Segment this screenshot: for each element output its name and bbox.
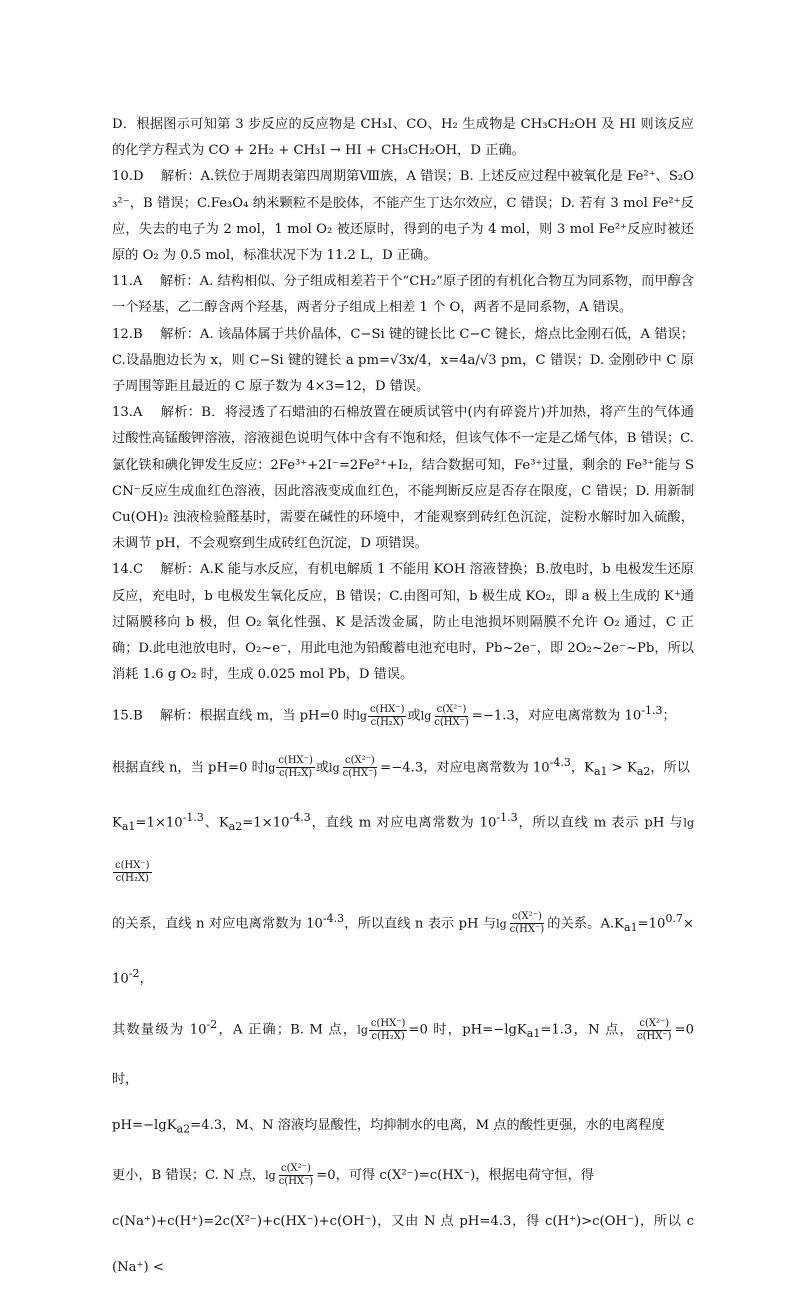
text: =1.3，N 点， <box>540 1022 634 1038</box>
lg-label: lg <box>356 709 367 723</box>
paragraph-11: 11.A 解析：A. 结构相似、分子组成相差若干个“CH₂”原子团的有机化合物互为同系物，而甲醇含一个羟基，乙二醇含两个羟基，两者分子组成上相差 1 个 O，两者不是同系物，A 错误。 <box>112 274 694 316</box>
fraction <box>635 1018 674 1043</box>
numerator: c(HX⁻) <box>370 1017 406 1029</box>
paragraph-13: 13.A 解析：B．将浸透了石蜡油的石棉放置在硬质试管中(内有碎瓷片)并加热，将产生的气体通过酸性高锰酸钾溶液，溶液褪色说明气体中含有不饱和烃，但该气体不一定是乙烯气体，B 错误；C.氯化铁和碘化钾发生反应：2Fe³⁺+2I⁻=2Fe²⁺+I₂，结合数据可知，Fe³⁺过量，剩余的 Fe³⁺能与 SCN⁻反应生成血红色溶液，因此溶液变成血红色，不能判断反应是否存在限度，C 错误；D. 用新制 Cu(OH)₂ 浊液检验醛基时，需要在碱性的环境中，才能观察到砖红色沉淀，淀粉水解时加入硫酸，未调节 pH，不会观察到生成砖红色沉淀，D 项错误。 <box>112 405 694 552</box>
denominator: c(H₂X) <box>115 872 149 884</box>
text: =1×10 <box>135 815 183 831</box>
superscript: -2 <box>128 966 140 980</box>
text: ，所以直线 n 表示 pH 与 <box>344 916 497 932</box>
denominator: c(H₂X) <box>371 1030 405 1042</box>
text: 根据直线 n，当 pH=0 时 <box>112 760 265 776</box>
text: ，所以 <box>650 760 690 776</box>
fraction <box>341 755 380 780</box>
text: =0，可得 c(X²⁻)=c(HX⁻)，根据电荷守恒，得 <box>316 1168 594 1184</box>
text: =10 <box>637 916 666 932</box>
text: ； <box>662 708 676 724</box>
numerator: c(X²⁻) <box>436 703 467 715</box>
text: 15.B 解析：根据直线 m，当 pH=0 时 <box>112 708 357 724</box>
numerator: c(HX⁻) <box>369 703 405 715</box>
text: =0 时，pH=−lgK <box>408 1022 527 1038</box>
superscript: -2 <box>206 1018 218 1032</box>
superscript: 0.7 <box>665 911 683 925</box>
text: ，所以直线 m 表示 pH 与 <box>517 815 684 831</box>
subscript: a1 <box>624 920 638 934</box>
subscript: a1 <box>526 1027 541 1041</box>
subscript: a2 <box>636 764 651 778</box>
text: c(Na⁺)+c(H⁺)=2c(X²⁻)+c(HX⁻)+c(OH⁻)，又由 N 点 pH=4.3，得 c(H⁺)>c(OH⁻)，所以 c(Na⁺) < <box>112 1214 694 1276</box>
text: 的关系，直线 n 对应电离常数为 10 <box>112 916 323 932</box>
lg-label: lg <box>420 709 432 723</box>
text: =−4.3，对应电离常数为 10 <box>380 760 550 776</box>
text: =0 时， <box>112 1022 694 1088</box>
lg-label: lg <box>265 1169 276 1183</box>
text: K <box>112 815 122 831</box>
denominator: c(H₂X) <box>370 716 404 728</box>
text: =1×10 <box>242 815 290 831</box>
subscript: a1 <box>121 819 136 833</box>
text: ， <box>139 971 153 987</box>
text: =4.3，M、N 溶液均显酸性，均抑制水的电离，M 点的酸性更强，水的电离程度 <box>190 1118 665 1134</box>
numerator: c(HX⁻) <box>115 859 150 871</box>
paragraph-14: 14.C 解析：A.K 能与水反应，有机电解质 1 不能用 KOH 溶液替换；B.放电时，b 电极发生还原反应，充电时，b 电极发生氧化反应，B 错误；C.由图可知，b 极生成 KO₂，即 a 极上生成的 K⁺通过隔膜移向 b 极，但 O₂ 氧化性强、K 是活泼金属，防止电池损坏则隔膜不允许 O₂ 通过，C 正确；D.此电池放电时，O₂~e⁻，用此电池为铅酸蓄电池充电时，Pb~2e⁻，即 2O₂~2e⁻~Pb，所以消耗 1.6 g O₂ 时，生成 0.025 mol Pb，D 错误。 <box>112 562 694 683</box>
lg-label: lg <box>329 761 340 775</box>
subscript: a1 <box>593 764 608 778</box>
text: ，A 正确；B. M 点， <box>217 1022 358 1038</box>
denominator: c(HX⁻) <box>342 768 378 780</box>
paragraph-d: D．根据图示可知第 3 步反应的反应物是 CH₃I、CO、H₂ 生成物是 CH₃CH₂OH 及 HI 则该反应的化学方程式为 CO + 2H₂ + CH₃I → HI + CH₃CH₂OH，D 正确。 <box>112 117 694 159</box>
paragraph-12: 12.B 解析：A. 该晶体属于共价晶体，C−Si 键的键长比 C−C 键长，熔点比金刚石低，A 错误；C.设晶胞边长为 x，则 C−Si 键的键长 a pm=√3x/4，x=4a/√3 pm，C 错误；D. 金刚砂中 C 原子周围等距且最近的 C 原子数为 4×3=12，D 错误。 <box>112 326 694 395</box>
paragraph-15 <box>112 688 694 1291</box>
text: pH=−lgK <box>112 1118 177 1134</box>
text: 的关系。A.K <box>547 916 625 932</box>
numerator: c(X²⁻) <box>281 1163 311 1175</box>
text: ，直线 m 对应电离常数为 10 <box>310 815 497 831</box>
text: 其数量级为 10 <box>112 1022 207 1038</box>
numerator: c(X²⁻) <box>512 911 542 923</box>
lg-label: lg <box>357 1023 368 1037</box>
fraction <box>277 1163 316 1188</box>
denominator: c(H₂X) <box>278 768 313 780</box>
text: ×10 <box>112 916 694 987</box>
fraction <box>368 704 407 729</box>
superscript: -1.3 <box>641 704 663 718</box>
lg-label: lg <box>683 816 694 830</box>
paragraph-10: 10.D 解析：A.铁位于周期表第四周期第Ⅷ族，A 错误；B. 上述反应过程中被氧化是 Fe²⁺、S₂O₃²⁻，B 错误；C.Fe₃O₄ 纳米颗粒不是胶体，不能产生丁达尔效应，C 错误；D. 若有 3 mol Fe²⁺反应，失去的电子为 2 mol，1 mol O₂ 被还原时，得到的电子为 4 mol，则 3 mol Fe²⁺反应时被还原的 O₂ 为 0.5 mol，标准状况下为 11.2 L，D 正确。 <box>112 169 694 264</box>
denominator: c(HX⁻) <box>509 924 545 936</box>
text: 或 <box>315 760 330 776</box>
lg-label: lg <box>264 761 276 775</box>
denominator: c(HX⁻) <box>637 1030 672 1042</box>
subscript: a2 <box>228 819 243 833</box>
fraction <box>432 704 471 729</box>
numerator: c(X²⁻) <box>639 1017 670 1029</box>
text: =−1.3，对应电离常数为 10 <box>471 708 642 724</box>
subscript: a2 <box>176 1123 191 1137</box>
fraction <box>276 755 315 780</box>
denominator: c(HX⁻) <box>434 716 469 728</box>
superscript: -4.3 <box>289 810 311 824</box>
text: > K <box>607 760 637 776</box>
lg-label: lg <box>496 917 507 931</box>
superscript: -1.3 <box>496 810 518 824</box>
superscript: -4.3 <box>549 755 571 769</box>
text: 更小，B 错误；C. N 点， <box>112 1168 266 1184</box>
superscript: -1.3 <box>182 810 204 824</box>
numerator: c(X²⁻) <box>344 755 375 767</box>
denominator: c(HX⁻) <box>278 1176 314 1188</box>
fraction <box>508 911 547 936</box>
fraction <box>113 860 152 885</box>
text: 或 <box>407 708 421 724</box>
fraction <box>369 1018 408 1043</box>
superscript: -4.3 <box>322 911 345 925</box>
text: ，K <box>570 760 594 776</box>
text: 、K <box>203 815 229 831</box>
numerator: c(HX⁻) <box>278 755 313 767</box>
